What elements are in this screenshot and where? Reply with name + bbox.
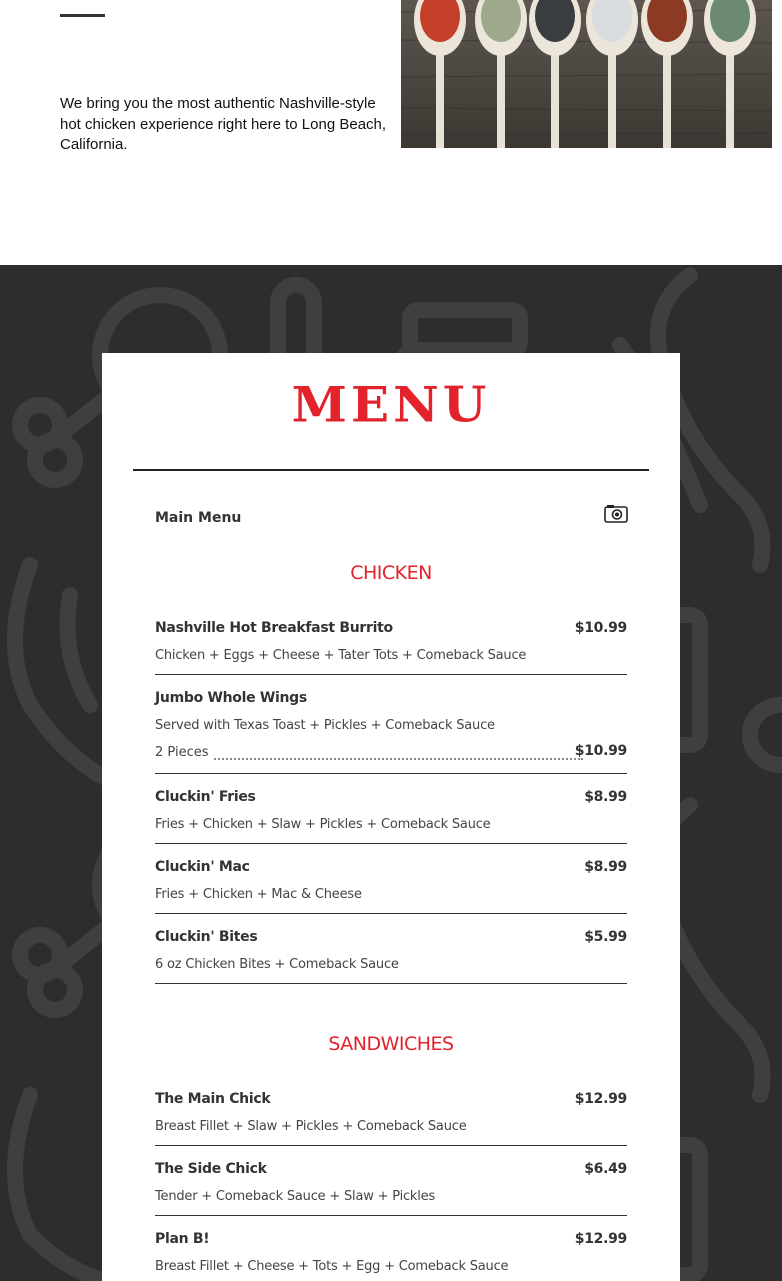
menu-item-description: Breast Fillet + Cheese + Tots + Egg + Comeback Sauce (155, 1259, 509, 1274)
menu-item[interactable] (155, 1161, 627, 1216)
variant-name: 2 Pieces (155, 745, 213, 760)
menu-item-price: $8.99 (584, 789, 627, 805)
menu-item-name: The Main Chick (155, 1091, 271, 1107)
menu-item-price: $10.99 (574, 620, 627, 636)
menu-item-name: The Side Chick (155, 1161, 267, 1177)
menu-item[interactable] (155, 859, 627, 914)
leader-dots (211, 758, 583, 760)
spice-spoons-image (401, 0, 772, 148)
menu-item-name: Nashville Hot Breakfast Burrito (155, 620, 393, 636)
menu-item-description: Breast Fillet + Slaw + Pickles + Comeback Sauce (155, 1119, 467, 1134)
menu-item-price: $12.99 (574, 1231, 627, 1247)
menu-card (102, 353, 680, 1281)
menu-item-description: Chicken + Eggs + Cheese + Tater Tots + Comeback Sauce (155, 648, 527, 663)
menu-item-description: Served with Texas Toast + Pickles + Comeback Sauce (155, 718, 495, 733)
menu-item-variant (155, 745, 627, 767)
menu-item[interactable] (155, 690, 627, 774)
menu-item[interactable] (155, 789, 627, 844)
spice-spoons-photo (401, 0, 772, 148)
category-heading-sandwiches: SANDWICHES (328, 1033, 454, 1055)
menu-item[interactable] (155, 620, 627, 675)
menu-title: MENU (291, 375, 491, 434)
item-divider (155, 674, 627, 675)
item-divider (155, 773, 627, 774)
menu-item-price: $8.99 (584, 859, 627, 875)
item-divider (155, 1145, 627, 1146)
main-menu-label: Main Menu (155, 510, 242, 526)
menu-item-name: Jumbo Whole Wings (155, 690, 307, 706)
menu-item[interactable] (155, 929, 627, 984)
menu-item-description: 6 oz Chicken Bites + Comeback Sauce (155, 957, 399, 972)
item-divider (155, 983, 627, 984)
title-divider (133, 469, 649, 471)
menu-item-price: $6.49 (584, 1161, 627, 1177)
menu-item-price: $12.99 (574, 1091, 627, 1107)
menu-item-name: Cluckin' Mac (155, 859, 250, 875)
heading-underline (60, 14, 105, 17)
menu-item-name: Cluckin' Fries (155, 789, 256, 805)
menu-item[interactable] (155, 1091, 627, 1146)
menu-item-name: Plan B! (155, 1231, 210, 1247)
about-section (0, 0, 782, 265)
about-intro-text: We bring you the most authentic Nashville-style hot chicken experience right here to Long Beach, California. (60, 95, 387, 153)
item-divider (155, 843, 627, 844)
item-divider (155, 1215, 627, 1216)
menu-item-price: $5.99 (584, 929, 627, 945)
item-divider (155, 913, 627, 914)
variant-price: $10.99 (574, 743, 627, 759)
menu-item-description: Fries + Chicken + Mac & Cheese (155, 887, 362, 902)
menu-item-description: Fries + Chicken + Slaw + Pickles + Comeback Sauce (155, 817, 491, 832)
menu-item-name: Cluckin' Bites (155, 929, 258, 945)
menu-item-description: Tender + Comeback Sauce + Slaw + Pickles (155, 1189, 436, 1204)
menu-section (0, 265, 782, 1281)
category-heading-chicken: CHICKEN (350, 562, 432, 584)
menu-item[interactable] (155, 1231, 627, 1281)
camera-icon[interactable] (604, 504, 628, 524)
